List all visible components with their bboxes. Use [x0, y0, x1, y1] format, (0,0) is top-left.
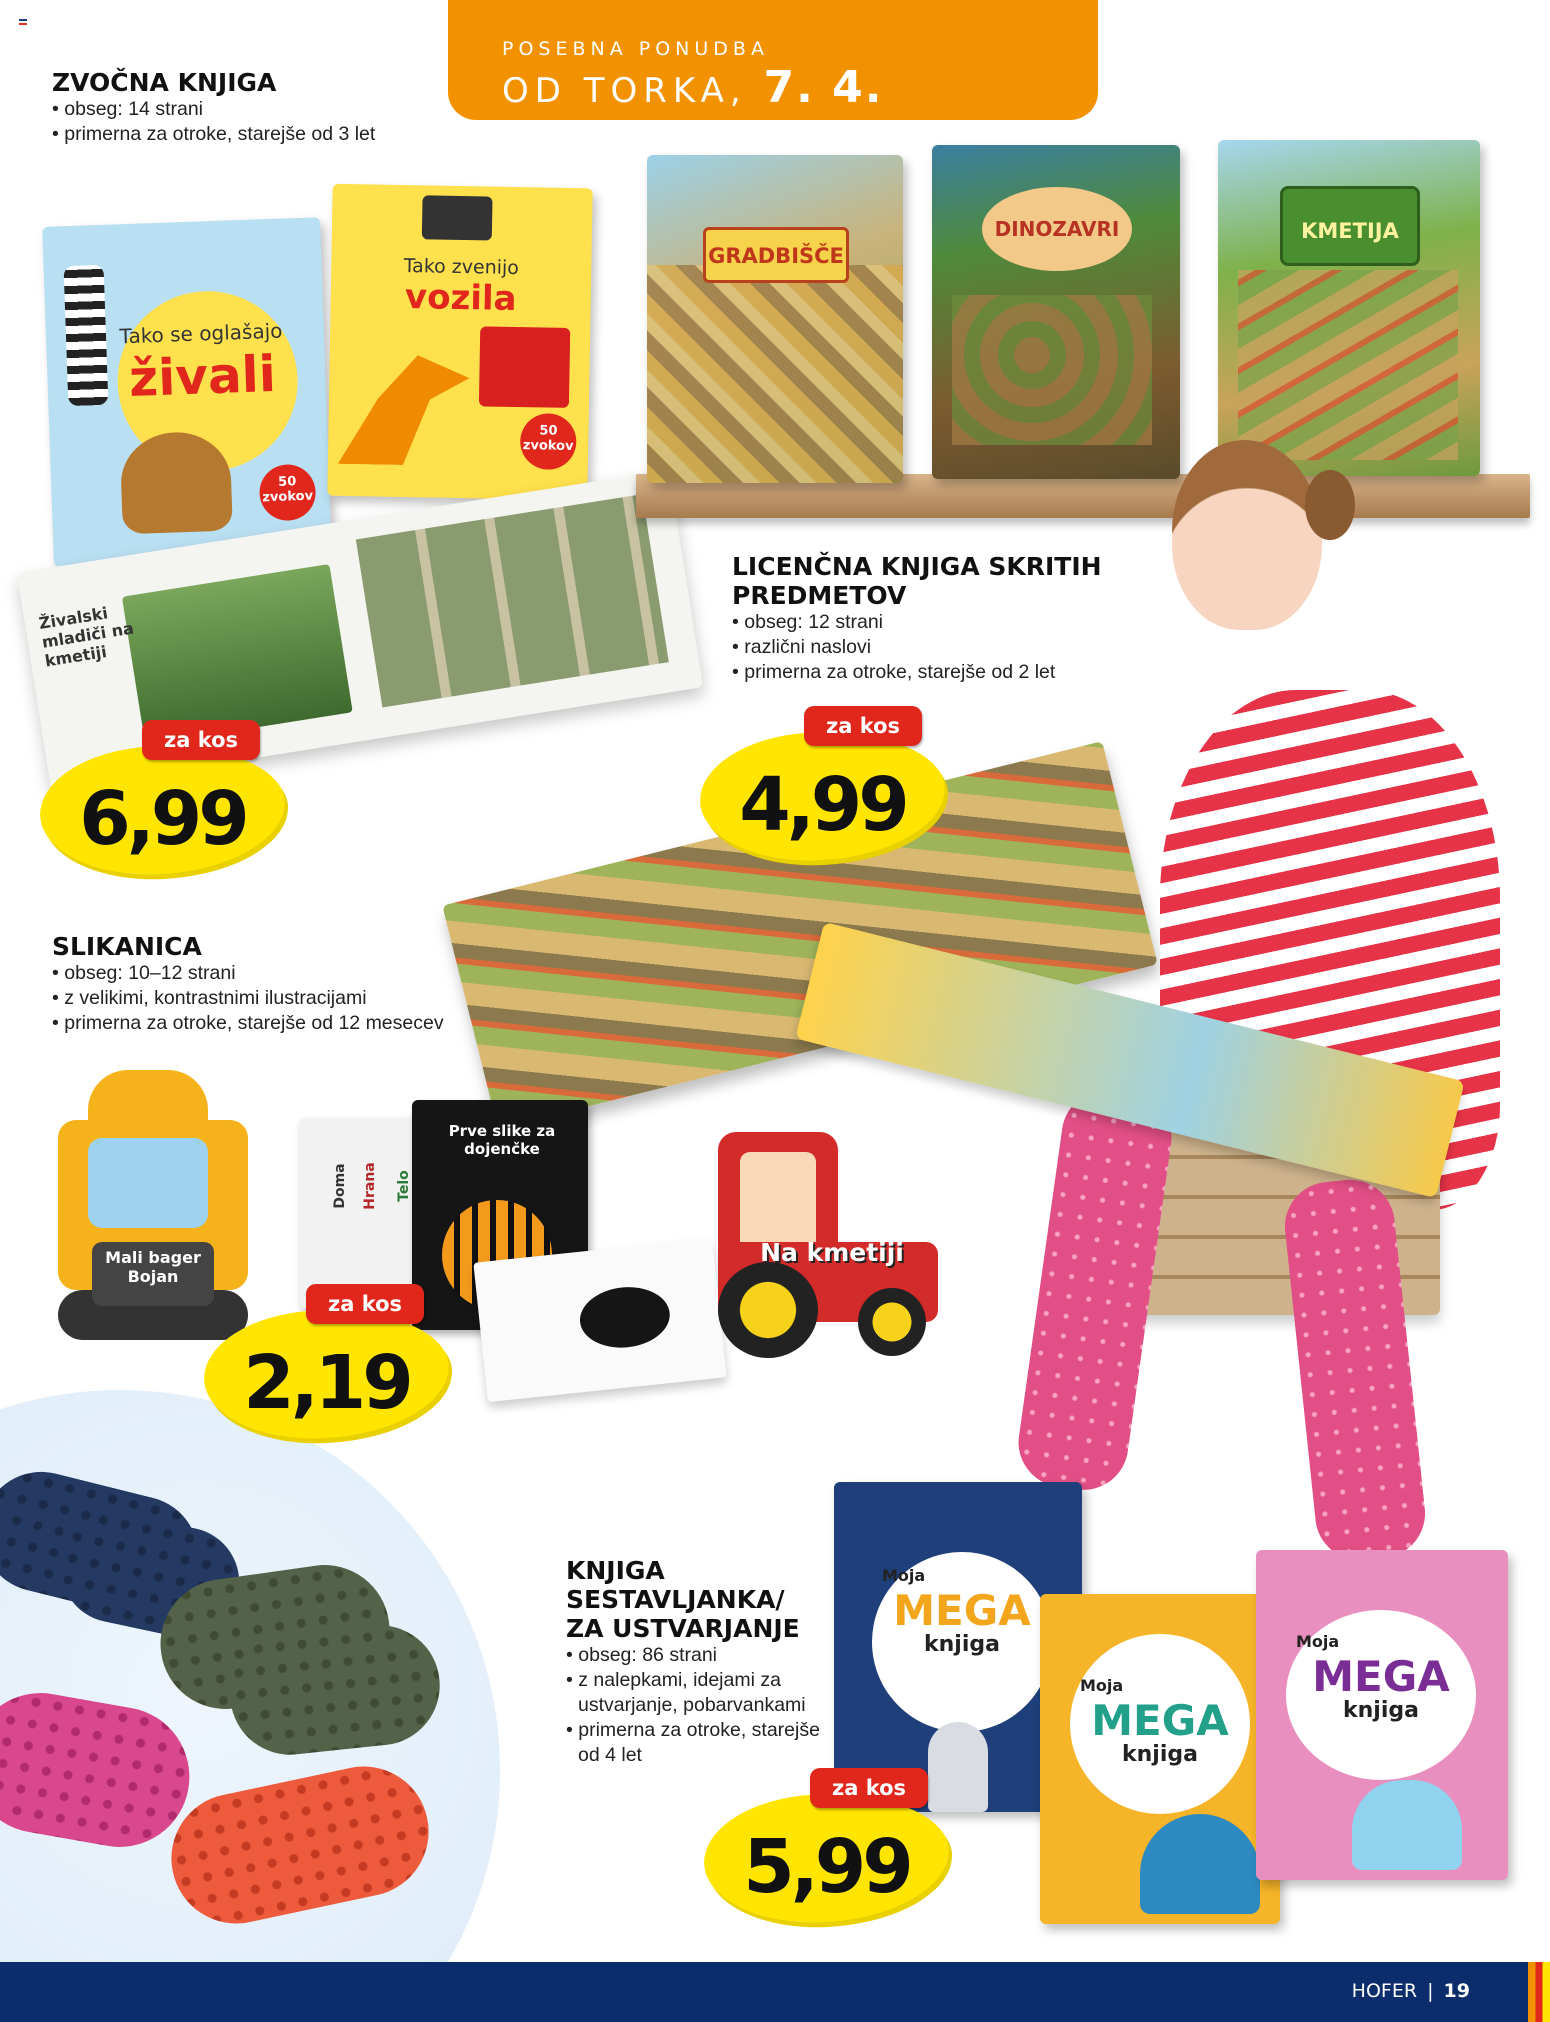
- product-activity-book: [566, 1556, 826, 1768]
- product-hidden-objects-book: [732, 552, 1152, 685]
- product-features: [566, 1643, 826, 1768]
- cover-title: DINOZAVRI: [982, 187, 1132, 271]
- product-features: [52, 961, 532, 1036]
- price-unit-label: za kos: [804, 706, 922, 746]
- excavator-illustration: [338, 354, 470, 466]
- cover-title: KMETIJA: [1280, 186, 1420, 266]
- cover-illustration: [952, 295, 1152, 445]
- price-value: 6,99: [79, 776, 246, 862]
- cover-title: Prve slike za dojenčke: [448, 1122, 556, 1158]
- feature-item: • z nalepkami, idejami za ustvarjanje, pobarvankami: [566, 1668, 826, 1718]
- banner-date-prefix: OD TORKA,: [502, 71, 747, 111]
- product-features: [52, 97, 382, 147]
- price-tag-sound-book: [40, 720, 290, 880]
- book-cover-animals: [42, 217, 332, 566]
- product-title-line: LICENČNA KNJIGA SKRITIH: [732, 552, 1102, 581]
- cover-title: GRADBIŠČE: [703, 227, 849, 283]
- product-title-line: PREDMETOV: [732, 581, 907, 610]
- feature-item: • primerna za otroke, starejše od 2 let: [732, 660, 1152, 685]
- banner-date: [502, 62, 1098, 113]
- book-cover-mega-dino: [1040, 1594, 1280, 1924]
- train-illustration: [422, 195, 493, 240]
- spine-label: Telo: [396, 1170, 412, 1202]
- price-tag-hidden-objects-book: [700, 706, 950, 866]
- price-value: 2,19: [243, 1340, 410, 1426]
- tractor-wheel-large: [718, 1262, 818, 1358]
- footer-separator: |: [1427, 1980, 1434, 2002]
- open-book-text: Živalski mladiči na kmetiji: [37, 603, 135, 671]
- book-cover-construction: [647, 155, 903, 483]
- product-title: SLIKANICA: [52, 932, 202, 961]
- unicorn-illustration: [1352, 1780, 1462, 1870]
- feature-item: • obseg: 12 strani: [732, 610, 1152, 635]
- product-features: [732, 610, 1152, 685]
- firetruck-illustration: [479, 326, 570, 408]
- product-sound-book: [52, 68, 382, 147]
- cover-title-big: živali: [128, 344, 277, 408]
- book-cover-mega-fairy: [1256, 1550, 1508, 1880]
- cover-title: Moja: [882, 1566, 926, 1585]
- cover-title-sub: knjiga: [1122, 1742, 1198, 1767]
- feature-item: • primerna za otroke, starejše od 4 let: [566, 1718, 826, 1768]
- book-cover-vehicles: [327, 184, 592, 500]
- zebra-illustration: [64, 265, 109, 406]
- price-unit-label: za kos: [306, 1284, 424, 1324]
- price-value: 5,99: [743, 1824, 910, 1910]
- feature-item: • primerna za otroke, starejše od 3 let: [52, 122, 382, 147]
- brand-stripe: [1528, 1962, 1550, 2022]
- price-value: 4,99: [739, 762, 906, 848]
- cover-title-sub: knjiga: [1343, 1698, 1419, 1723]
- cover-illustration: [1238, 270, 1458, 460]
- book-cover-farm: [1218, 140, 1480, 476]
- child-ponytail: [1305, 470, 1355, 540]
- price-unit-label: za kos: [810, 1768, 928, 1808]
- price-tag-picture-book: [204, 1284, 454, 1444]
- cover-title: Tako se oglašajo: [119, 318, 283, 349]
- child-head: [1172, 440, 1322, 630]
- dinosaur-illustration: [1140, 1814, 1260, 1914]
- feature-item: • različni naslovi: [732, 635, 1152, 660]
- flag-icon: [19, 19, 27, 25]
- offer-banner: [448, 0, 1098, 120]
- book-on-the-farm: [718, 1132, 938, 1358]
- book-open-black-white: [473, 1238, 726, 1402]
- price-tag-activity-book: [704, 1768, 954, 1928]
- spine-label: Doma: [332, 1163, 348, 1209]
- cover-title: Na kmetiji: [760, 1238, 904, 1267]
- cover-title-big: vozila: [404, 277, 517, 319]
- cover-title: Mali bager Bojan: [92, 1242, 214, 1306]
- cover-illustration: [647, 265, 903, 483]
- banner-date-value: 7. 4.: [763, 62, 884, 113]
- excavator-window: [88, 1138, 208, 1228]
- tractor-wheel-small: [858, 1288, 926, 1356]
- feature-item: • obseg: 86 strani: [566, 1643, 826, 1668]
- product-title: ZVOČNA KNJIGA: [52, 68, 277, 97]
- product-title-line: SESTAVLJANKA/: [566, 1585, 785, 1614]
- photo-grid: [356, 494, 669, 707]
- sound-badge: 50 zvokov: [520, 413, 577, 470]
- cover-title-big: MEGA: [893, 1586, 1031, 1635]
- photo-goats: [122, 564, 353, 745]
- spine-label: Hrana: [362, 1162, 378, 1210]
- cover-title: Moja: [1080, 1676, 1124, 1695]
- page-number: 19: [1443, 1980, 1470, 2002]
- feature-item: • obseg: 10–12 strani: [52, 961, 532, 986]
- page-footer: [0, 1962, 1550, 2022]
- footer-page-info: [1352, 1980, 1470, 2002]
- banner-subtitle: POSEBNA PONUDBA: [502, 38, 769, 60]
- farmer-illustration: [740, 1152, 816, 1252]
- feature-item: • z velikimi, kontrastnimi ilustracijami: [52, 986, 532, 1011]
- product-title-line: KNJIGA: [566, 1556, 665, 1585]
- book-cover-dinosaurs: [932, 145, 1180, 479]
- mouse-illustration: [577, 1283, 673, 1352]
- cover-title: Tako zvenijo: [403, 255, 520, 280]
- sound-badge: 50 zvokov: [259, 464, 317, 522]
- price-unit-label: za kos: [142, 720, 260, 760]
- product-title-line: ZA USTVARJANJE: [566, 1614, 800, 1643]
- cover-title-big: MEGA: [1312, 1652, 1450, 1701]
- cover-title-sub: knjiga: [924, 1632, 1000, 1657]
- feature-item: • obseg: 14 strani: [52, 97, 382, 122]
- cover-title-big: MEGA: [1091, 1696, 1229, 1745]
- product-picture-book: [52, 932, 532, 1036]
- cover-title: Moja: [1296, 1632, 1340, 1651]
- feature-item: • primerna za otroke, starejše od 12 mesecev: [52, 1011, 532, 1036]
- brand-name: HOFER: [1351, 1980, 1418, 2002]
